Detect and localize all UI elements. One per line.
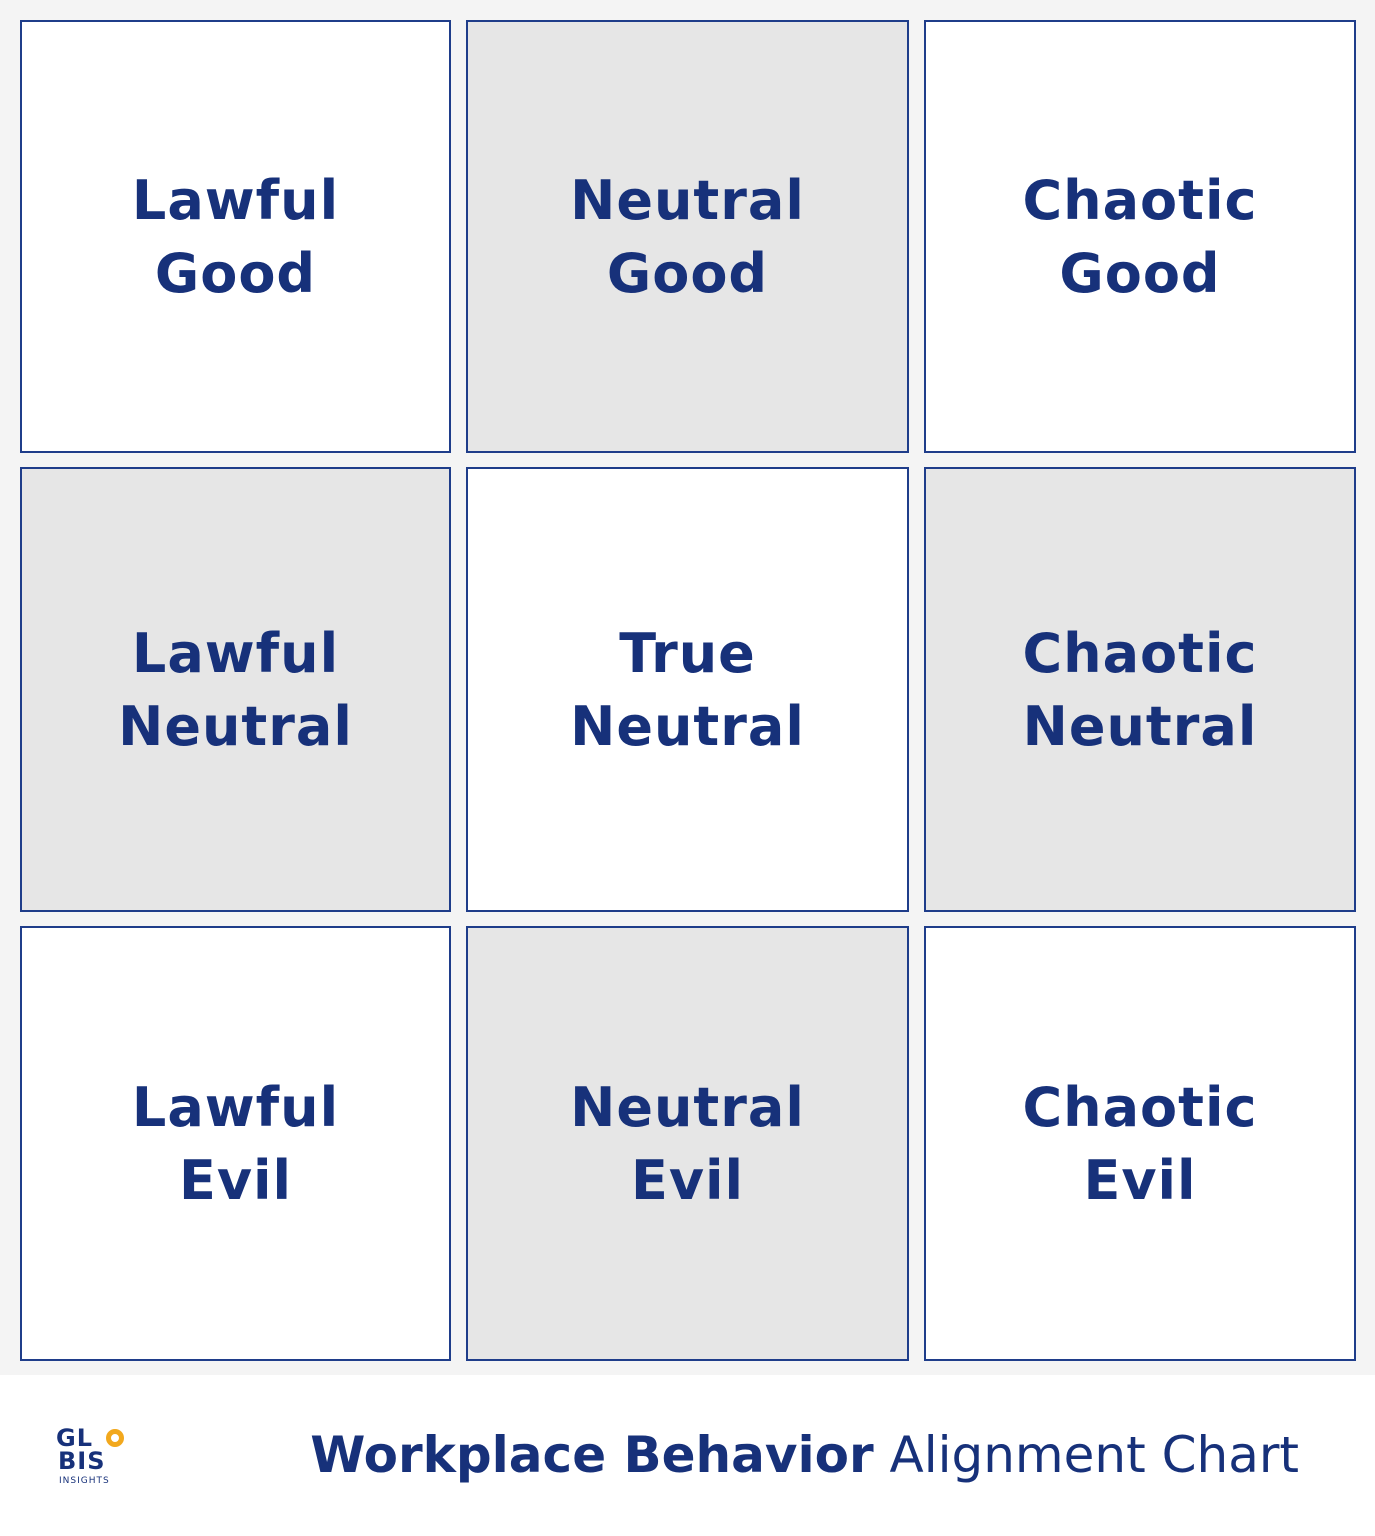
footer bbox=[0, 1375, 1375, 1536]
chart-title-bold: Workplace Behavior bbox=[310, 1426, 874, 1484]
cell-line-1: Chaotic bbox=[1022, 168, 1258, 232]
cell-line-2: Good bbox=[1059, 241, 1221, 305]
cell-line-1: True bbox=[619, 621, 756, 685]
chart-title bbox=[310, 1425, 1299, 1485]
logo-text-line-2: BIS bbox=[58, 1447, 106, 1475]
logo-subtitle: INSIGHTS bbox=[59, 1476, 110, 1486]
cell-true-neutral bbox=[466, 467, 909, 912]
cell-line-2: Good bbox=[154, 241, 317, 305]
cell-line-2: Neutral bbox=[1022, 694, 1258, 758]
cell-line-1: Lawful bbox=[131, 621, 340, 685]
cell-line-2: Evil bbox=[1083, 1148, 1197, 1212]
cell-chaotic-neutral bbox=[924, 467, 1356, 912]
cell-line-2: Neutral bbox=[570, 694, 805, 758]
globis-insights-logo bbox=[56, 1426, 126, 1488]
cell-chaotic-evil bbox=[924, 926, 1356, 1361]
cell-line-2: Good bbox=[606, 241, 769, 305]
logo-circle-icon bbox=[106, 1429, 124, 1447]
cell-line-2: Evil bbox=[178, 1148, 293, 1212]
cell-neutral-good bbox=[466, 20, 909, 453]
cell-chaotic-good bbox=[924, 20, 1356, 453]
logo-text-line-1: GL bbox=[56, 1424, 93, 1452]
cell-line-1: Lawful bbox=[131, 168, 340, 232]
cell-line-1: Chaotic bbox=[1022, 1075, 1258, 1139]
cell-line-1: Neutral bbox=[570, 168, 805, 232]
cell-line-2: Neutral bbox=[118, 694, 353, 758]
cell-line-2: Evil bbox=[630, 1148, 745, 1212]
chart-title-light: Alignment Chart bbox=[889, 1426, 1299, 1484]
cell-lawful-neutral bbox=[20, 467, 451, 912]
cell-lawful-evil bbox=[20, 926, 451, 1361]
cell-line-1: Chaotic bbox=[1022, 621, 1258, 685]
cell-line-1: Lawful bbox=[131, 1075, 340, 1139]
cell-lawful-good bbox=[20, 20, 451, 453]
cell-line-1: Neutral bbox=[570, 1075, 805, 1139]
cell-neutral-evil bbox=[466, 926, 909, 1361]
